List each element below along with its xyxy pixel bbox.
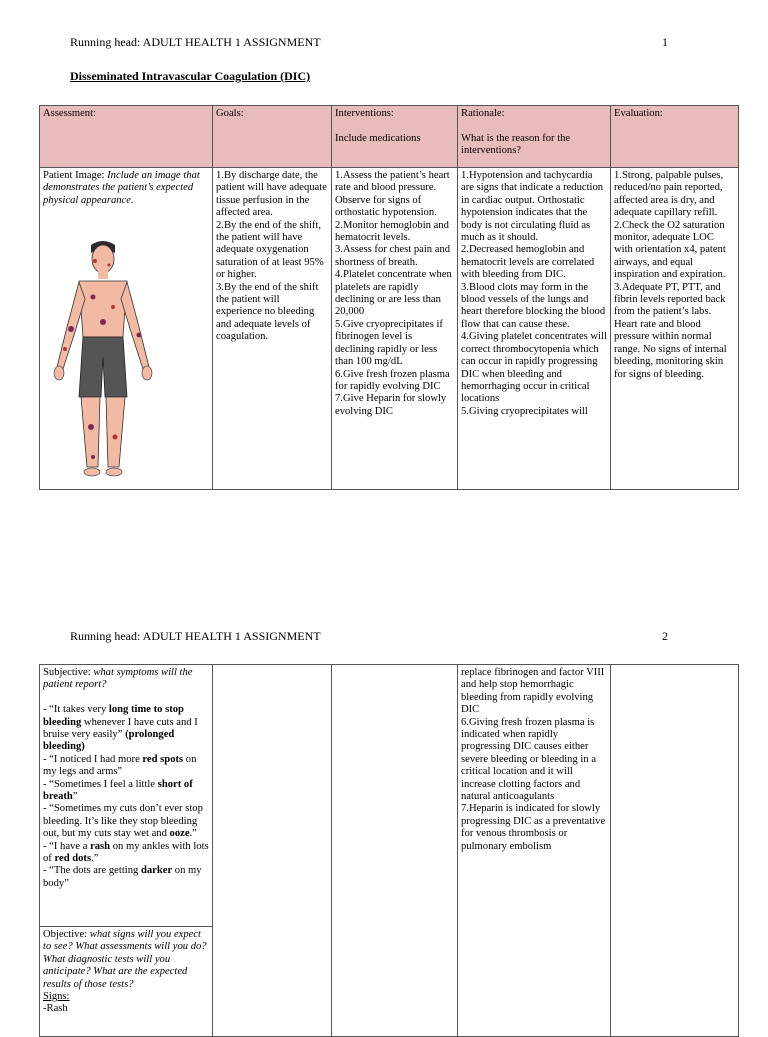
signs-label: Signs:: [43, 991, 70, 1003]
subjective-instruction: what symptoms will the patient report?: [43, 667, 193, 691]
evaluation-cell: [611, 168, 739, 490]
page-number: 1: [662, 35, 668, 49]
assessment-cell: [40, 168, 213, 490]
interventions-cell: [332, 168, 458, 490]
intervention-item: 1.Assess the patient’s heart rate and blood pressure. Observe for signs of orthostatic hypotension.: [335, 170, 450, 219]
evaluation-item: 1.Strong, palpable pulses, reduced/no pain reported, affected area is dry, and adequate capillary refill.: [614, 170, 724, 219]
patient-quote: - “The dots are getting darker on my body”: [43, 865, 202, 889]
evaluation-item: 3.Adequate PT, PTT, and fibrin levels reported back from the patient’s labs. Heart rate and blood pressure within normal range. No signs of internal bleeding, monitoring skin for signs of bleeding.: [614, 281, 727, 380]
rationale-item: 1.Hypotension and tachycardia are signs that indicate a reduction in cardiac output. Orthostatic hypotension indicates that the body is not circulating fluid as much as it should.: [461, 170, 604, 244]
intervention-item: 7.Give Heparin for slowly evolving DIC: [335, 393, 447, 417]
subjective-cell: [40, 665, 213, 927]
rationale-item: 5.Giving cryoprecipitates will: [461, 405, 588, 417]
rationale-cell: [458, 168, 611, 490]
objective-instruction: what signs will you expect to see? What assessments will you do? What diagnostic tests will you anticipate? What are the expected results of those tests?: [43, 929, 207, 990]
header-goals: Goals:: [213, 106, 332, 168]
patient-quote: - “Sometimes my cuts don’t ever stop bleeding. It’s like they stop bleeding out, but my cuts stay wet and ooze.”: [43, 803, 203, 840]
patient-quote: - “I have a rash on my ankles with lots of red dots.”: [43, 840, 209, 865]
subjective-label: Subjective:: [43, 667, 94, 678]
rationale-item: 4.Giving platelet concentrates will correct thrombocytopenia which can occur in rapidly progressing DIC when bleeding and hemorrhaging occur in critical locations: [461, 331, 607, 405]
patient-image-label: Patient Image:: [43, 170, 108, 181]
patient-quote: - “I noticed I had more red spots on my legs and arms”: [43, 753, 197, 778]
intervention-item: 2.Monitor hemoglobin and hematocrit levels.: [335, 219, 449, 244]
evaluation-cell-empty: [611, 665, 739, 1037]
table-row: [40, 168, 739, 490]
patient-image-instruction: Include an image that demonstrates the patient’s expected physical appearance.: [43, 170, 200, 206]
intervention-item: 3.Assess for chest pain and shortness of breath.: [335, 244, 451, 268]
rationale-item: replace fibrinogen and factor VIII and help stop hemorrhagic bleeding from rapidly evolving DIC: [461, 667, 605, 716]
rationale-item: 7.Heparin is indicated for slowly progressing DIC as a preventative for venous thrombosis or pulmonary embolism: [461, 803, 606, 852]
goal-item: 2.By the end of the shift, the patient will have adequate oxygenation saturation of at least 95% or higher.: [216, 219, 324, 281]
evaluation-item: 2.Check the O2 saturation monitor, adequate LOC with orientation x4, patent airways, and equal inspiration and expiration.: [614, 219, 726, 281]
running-head: Running head: ADULT HEALTH 1 ASSIGNMENT: [70, 629, 321, 643]
table-header-row: [40, 106, 739, 168]
intervention-item: 4.Platelet concentrate when platelets are rapidly declining or are less than 20,000: [335, 269, 452, 318]
objective-cell: [40, 927, 213, 1037]
header-assessment: Assessment:: [40, 106, 213, 168]
intervention-item: 5.Give cryoprecipitates if fibrinogen level is declining rapidly or less than 100 mg/dL: [335, 318, 443, 368]
rationale-item: 6.Giving fresh frozen plasma is indicated when rapidly progressing DIC causes either severe bleeding or bleeding in a critical location and it will increase clotting factors and natural anticoagulants: [461, 716, 597, 803]
care-plan-table-continued: [39, 664, 739, 1037]
intervention-item: 6.Give fresh frozen plasma for rapidly evolving DIC: [335, 368, 450, 392]
header-evaluation: Evaluation:: [611, 106, 739, 168]
page-number: 2: [662, 629, 668, 643]
rationale-item: 3.Blood clots may form in the blood vessels of the lungs and heart therefore blocking the blood flow that can cause these.: [461, 281, 606, 330]
goal-item: 3.By the end of the shift the patient will experience no bleeding and adequate levels of coagulation.: [216, 281, 319, 343]
rationale-item: 2.Decreased hemoglobin and hematocrit levels are correlated with bleeding from DIC.: [461, 244, 595, 281]
running-head: Running head: ADULT HEALTH 1 ASSIGNMENT: [70, 35, 321, 49]
care-plan-table: [39, 105, 739, 490]
interventions-cell-empty: [332, 665, 458, 1037]
document-title: Disseminated Intravascular Coagulation (DIC): [70, 69, 311, 83]
header-rationale: Rationale: What is the reason for the interventions?: [458, 106, 611, 168]
goals-cell: [213, 168, 332, 490]
objective-label: Objective:: [43, 929, 90, 940]
patient-figure-image: [43, 237, 163, 487]
table-row: [40, 665, 739, 927]
goal-item: 1.By discharge date, the patient will have adequate tissue perfusion in the affected area.: [216, 170, 327, 219]
patient-quote: - “It takes very long time to stop bleeding whenever I have cuts and I bruise very easily” (prolonged bleeding): [43, 704, 198, 753]
sign-item: -Rash: [43, 1003, 68, 1015]
header-interventions: Interventions: Include medications: [332, 106, 458, 168]
goals-cell-empty: [213, 665, 332, 1037]
rationale-cell-continued: [458, 665, 611, 1037]
patient-quote: - “Sometimes I feel a little short of breath”: [43, 778, 193, 803]
